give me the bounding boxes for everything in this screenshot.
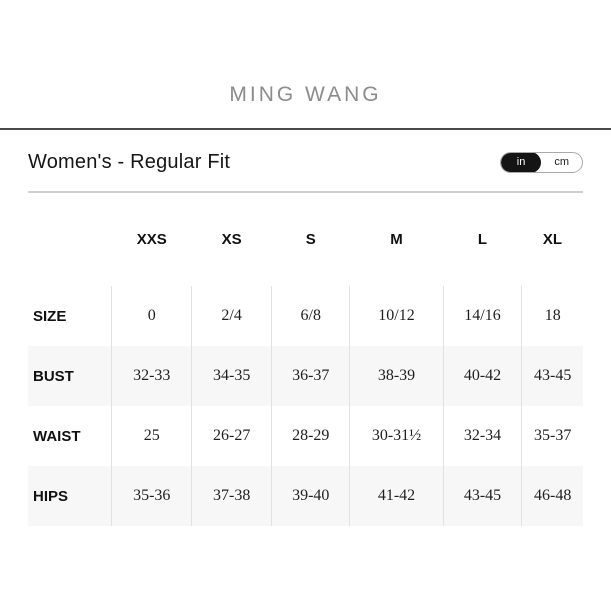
cell-waist-xl: 35-37: [522, 406, 583, 466]
page-title: Women's - Regular Fit: [28, 151, 231, 173]
column-header-row: [28, 193, 583, 286]
cell-hips-xl: 46-48: [522, 466, 583, 526]
cell-hips-xs: 37-38: [192, 466, 272, 526]
cell-hips-xxs: 35-36: [112, 466, 192, 526]
unit-toggle: [500, 152, 583, 173]
cell-size-xs: 2/4: [192, 286, 272, 346]
cell-bust-l: 40-42: [443, 346, 522, 406]
header-divider: [0, 128, 611, 130]
cell-waist-l: 32-34: [443, 406, 522, 466]
brand-logo: MING WANG: [229, 83, 382, 106]
col-header-xxs: XXS: [136, 231, 167, 248]
col-header-m: M: [390, 231, 403, 248]
size-chart-panel: [0, 151, 611, 526]
cell-waist-s: 28-29: [272, 406, 350, 466]
table-row-hips: [28, 466, 583, 526]
cell-bust-xxs: 32-33: [112, 346, 192, 406]
row-label-hips: HIPS: [33, 487, 69, 505]
col-header-xs: XS: [221, 231, 242, 248]
cell-size-xl: 18: [522, 286, 583, 346]
col-header-xl: XL: [542, 231, 563, 248]
table-row-waist: [28, 406, 583, 466]
cell-bust-m: 38-39: [350, 346, 443, 406]
cell-waist-xs: 26-27: [192, 406, 272, 466]
col-header-l: L: [477, 231, 488, 248]
panel-header: [28, 151, 583, 174]
cell-waist-m: 30-31½: [350, 406, 443, 466]
unit-cm-button[interactable]: cm: [554, 156, 569, 168]
col-header-s: S: [305, 231, 316, 248]
table-row-bust: [28, 346, 583, 406]
cell-hips-l: 43-45: [443, 466, 522, 526]
cell-size-m: 10/12: [350, 286, 443, 346]
row-label-bust: BUST: [33, 367, 74, 385]
row-label-waist: WAIST: [33, 427, 81, 445]
cell-bust-xs: 34-35: [192, 346, 272, 406]
table-row-size: [28, 286, 583, 346]
cell-hips-s: 39-40: [272, 466, 350, 526]
cell-waist-xxs: 25: [112, 406, 192, 466]
cell-size-xxs: 0: [112, 286, 192, 346]
row-label-size: SIZE: [33, 307, 67, 325]
cell-bust-s: 36-37: [272, 346, 350, 406]
cell-size-l: 14/16: [443, 286, 522, 346]
size-chart-table: [28, 193, 583, 526]
cell-size-s: 6/8: [272, 286, 350, 346]
corner-cell: [28, 193, 112, 286]
unit-in-button[interactable]: in: [501, 152, 542, 173]
cell-bust-xl: 43-45: [522, 346, 583, 406]
cell-hips-m: 41-42: [350, 466, 443, 526]
